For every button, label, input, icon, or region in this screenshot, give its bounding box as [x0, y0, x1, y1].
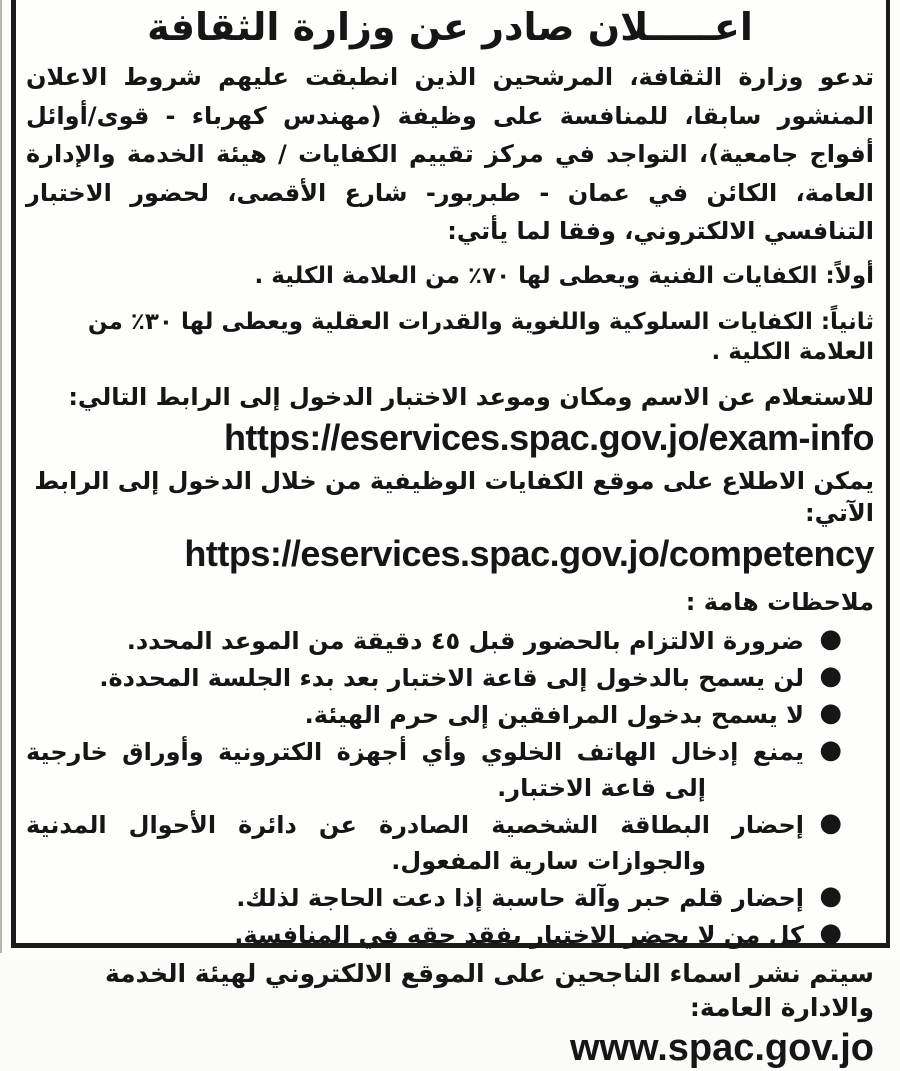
note-text: كل من لا يحضر الاختبار يفقد حقه في المنافسة. [234, 920, 804, 949]
note-item-no-entry-after-start [26, 660, 874, 696]
notes-heading: ملاحظات هامة : [685, 587, 874, 616]
column-rule-divider [0, 0, 2, 953]
note-item-no-companions [26, 697, 874, 733]
clause-technical-competencies: أولاً: الكفايات الفنية ويعطى لها ٧٠٪ من العلامة الكلية . [254, 262, 874, 289]
note-text: لن يسمح بالدخول إلى قاعة الاختبار بعد بدء الجلسة المحددة. [99, 663, 804, 692]
note-text: إحضار قلم حبر وآلة حاسبة إذا دعت الحاجة لذلك. [236, 883, 804, 912]
note-text: لا يسمح بدخول المرافقين إلى حرم الهيئة. [304, 700, 804, 729]
exam-info-intro-text: للاستعلام عن الاسم ومكان وموعد الاختبار الدخول إلى الرابط التالي: [68, 382, 874, 411]
bullet-icon: ● [819, 660, 842, 691]
note-text: ضرورة الالتزام بالحضور قبل ٤٥ دقيقة من الموعد المحدد. [126, 626, 804, 655]
bullet-icon: ● [819, 880, 842, 911]
ad-frame [11, 0, 890, 1069]
bullet-icon: ● [819, 697, 842, 728]
spac-website-url: www.spac.gov.jo [569, 1026, 874, 1069]
notes-list [26, 623, 874, 953]
note-item-absence-forfeits [26, 917, 874, 953]
note-item-arrival-time [26, 623, 874, 659]
results-publication-note: سيتم نشر اسماء الناجحين على الموقع الالكتروني لهيئة الخدمة والادارة العامة: [105, 958, 874, 1022]
note-item-bring-id [26, 807, 874, 879]
note-item-no-phones [26, 734, 874, 806]
competency-url: https://eservices.spac.gov.jo/competency [184, 532, 874, 574]
note-item-bring-pen-calculator [26, 880, 874, 916]
ad-title: اعـــــلان صادر عن وزارة الثقافة [147, 5, 753, 49]
intro-paragraph: تدعو وزارة الثقافة، المرشحين الذين انطبقت عليهم شروط الاعلان المنشور سابقا، للمنافسة على وظيفة (مهندس كهرباء - قوى/أوائل أفواج جامعية)، التواجد في مركز تقييم الكفايات / هيئة الخدمة والإدارة العامة، الكائن في عمان - طبربور- شارع الأقصى، لحضور الاختبار التنافسي الالكتروني، وفقا لما يأتي: [26, 63, 874, 245]
bullet-icon: ● [819, 917, 842, 948]
bullet-icon: ● [819, 734, 842, 765]
exam-info-url: https://eservices.spac.gov.jo/exam-info [223, 416, 874, 458]
note-text: يمنع إدخال الهاتف الخلوي وأي أجهزة الكترونية وأوراق خارجية إلى قاعة الاختبار. [26, 737, 804, 802]
note-text: إحضار البطاقة الشخصية الصادرة عن دائرة الأحوال المدنية والجوازات سارية المفعول. [26, 810, 804, 875]
bullet-icon: ● [819, 623, 842, 654]
competency-intro-text: يمكن الاطلاع على موقع الكفايات الوظيفية من خلال الدخول إلى الرابط الآتي: [34, 466, 874, 527]
bullet-icon: ● [819, 807, 842, 838]
clause-behavioral-competencies: ثانياً: الكفايات السلوكية واللغوية والقدرات العقلية ويعطى لها ٣٠٪ من العلامة الكلية . [87, 308, 874, 365]
